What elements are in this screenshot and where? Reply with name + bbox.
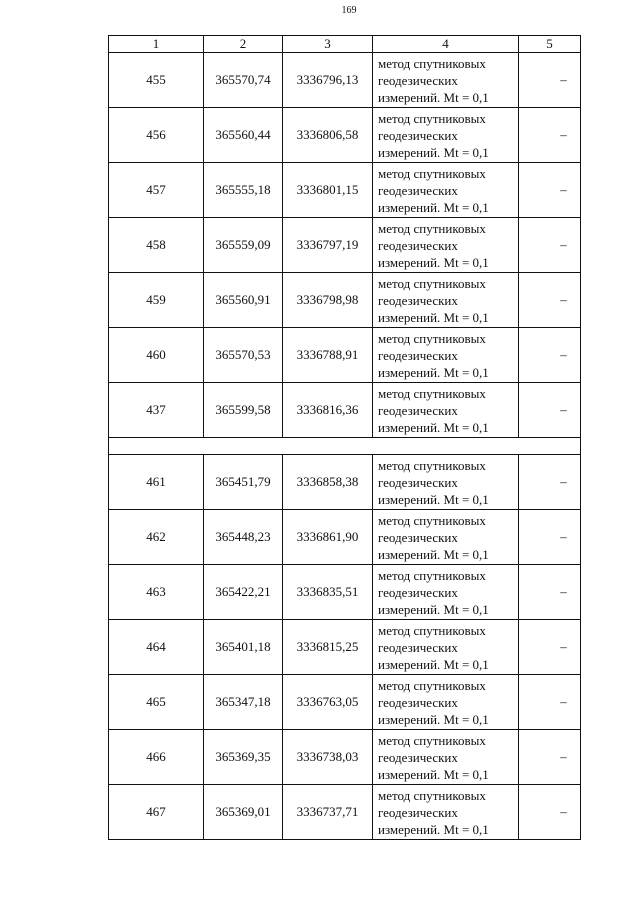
page-number: 169 xyxy=(341,5,357,16)
table-cell-coord-y: 3336801,15 xyxy=(283,163,373,218)
table-row xyxy=(109,218,581,273)
table-cell-method: метод спутниковых геодезических измерений. Mt = 0,1 xyxy=(373,510,519,565)
table-cell-remark: – xyxy=(519,108,581,163)
table-cell-coord-y: 3336796,13 xyxy=(283,53,373,108)
table-cell-coord-y: 3336835,51 xyxy=(283,565,373,620)
separator-cell xyxy=(109,438,581,455)
table-cell-method: метод спутниковых геодезических измерений. Mt = 0,1 xyxy=(373,53,519,108)
table-cell-method: метод спутниковых геодезических измерений. Mt = 0,1 xyxy=(373,108,519,163)
table-cell-number: 460 xyxy=(109,328,204,383)
table-cell-remark: – xyxy=(519,328,581,383)
table-cell-coord-x: 365347,18 xyxy=(204,675,283,730)
table-row xyxy=(109,730,581,785)
table-cell-coord-x: 365369,01 xyxy=(204,785,283,840)
table-row xyxy=(109,620,581,675)
table-row xyxy=(109,565,581,620)
table-cell-remark: – xyxy=(519,675,581,730)
table-cell-coord-y: 3336788,91 xyxy=(283,328,373,383)
table-cell-remark: – xyxy=(519,53,581,108)
table-cell-method: метод спутниковых геодезических измерений. Mt = 0,1 xyxy=(373,565,519,620)
table-cell-number: 465 xyxy=(109,675,204,730)
table-cell-number: 462 xyxy=(109,510,204,565)
table-row xyxy=(109,273,581,328)
table-cell-number: 457 xyxy=(109,163,204,218)
table-cell-coord-y: 3336858,38 xyxy=(283,455,373,510)
table-cell-coord-x: 365555,18 xyxy=(204,163,283,218)
table-cell-coord-x: 365369,35 xyxy=(204,730,283,785)
table-cell-number: 463 xyxy=(109,565,204,620)
table-cell-coord-x: 365560,91 xyxy=(204,273,283,328)
table-cell-remark: – xyxy=(519,620,581,675)
table-row xyxy=(109,328,581,383)
table-cell-remark: – xyxy=(519,730,581,785)
table-row xyxy=(109,675,581,730)
table-cell-coord-x: 365559,09 xyxy=(204,218,283,273)
table-cell-coord-x: 365451,79 xyxy=(204,455,283,510)
table-cell-number: 456 xyxy=(109,108,204,163)
table-row xyxy=(109,510,581,565)
table-cell-remark: – xyxy=(519,383,581,438)
table-row xyxy=(109,455,581,510)
header-cell-1: 1 xyxy=(109,36,204,53)
table-cell-coord-x: 365401,18 xyxy=(204,620,283,675)
table-cell-coord-y: 3336763,05 xyxy=(283,675,373,730)
table-cell-method: метод спутниковых геодезических измерений. Mt = 0,1 xyxy=(373,675,519,730)
table-cell-method: метод спутниковых геодезических измерений. Mt = 0,1 xyxy=(373,455,519,510)
table-cell-method: метод спутниковых геодезических измерений. Mt = 0,1 xyxy=(373,273,519,328)
table-separator-row xyxy=(109,438,581,455)
table-cell-number: 461 xyxy=(109,455,204,510)
table-cell-coord-y: 3336806,58 xyxy=(283,108,373,163)
table-cell-method: метод спутниковых геодезических измерений. Mt = 0,1 xyxy=(373,383,519,438)
table-cell-remark: – xyxy=(519,455,581,510)
table-cell-number: 467 xyxy=(109,785,204,840)
table-cell-number: 466 xyxy=(109,730,204,785)
table-cell-coord-y: 3336738,03 xyxy=(283,730,373,785)
table-cell-coord-y: 3336816,36 xyxy=(283,383,373,438)
table-row xyxy=(109,383,581,438)
table-cell-remark: – xyxy=(519,163,581,218)
table-head xyxy=(109,36,581,53)
table-cell-number: 458 xyxy=(109,218,204,273)
table-cell-method: метод спутниковых геодезических измерений. Mt = 0,1 xyxy=(373,163,519,218)
table-cell-coord-x: 365570,74 xyxy=(204,53,283,108)
table-cell-remark: – xyxy=(519,785,581,840)
table-cell-coord-y: 3336737,71 xyxy=(283,785,373,840)
table-cell-coord-y: 3336798,98 xyxy=(283,273,373,328)
table-cell-number: 455 xyxy=(109,53,204,108)
table-cell-remark: – xyxy=(519,218,581,273)
header-cell-2: 2 xyxy=(204,36,283,53)
data-table xyxy=(108,35,581,840)
table-cell-method: метод спутниковых геодезических измерений. Mt = 0,1 xyxy=(373,730,519,785)
header-cell-4: 4 xyxy=(373,36,519,53)
table-cell-coord-x: 365448,23 xyxy=(204,510,283,565)
table-cell-remark: – xyxy=(519,273,581,328)
table-cell-coord-x: 365599,58 xyxy=(204,383,283,438)
table-cell-method: метод спутниковых геодезических измерений. Mt = 0,1 xyxy=(373,328,519,383)
table-cell-coord-x: 365570,53 xyxy=(204,328,283,383)
table-cell-method: метод спутниковых геодезических измерений. Mt = 0,1 xyxy=(373,218,519,273)
table-cell-remark: – xyxy=(519,565,581,620)
table-row xyxy=(109,785,581,840)
table-header-row xyxy=(109,36,581,53)
header-cell-5: 5 xyxy=(519,36,581,53)
table-cell-coord-x: 365560,44 xyxy=(204,108,283,163)
table-cell-coord-x: 365422,21 xyxy=(204,565,283,620)
table-row xyxy=(109,108,581,163)
table-body xyxy=(109,53,581,840)
table-cell-number: 464 xyxy=(109,620,204,675)
table-row xyxy=(109,163,581,218)
table-cell-number: 437 xyxy=(109,383,204,438)
table-cell-number: 459 xyxy=(109,273,204,328)
table-cell-coord-y: 3336797,19 xyxy=(283,218,373,273)
table-cell-coord-y: 3336815,25 xyxy=(283,620,373,675)
table-cell-coord-y: 3336861,90 xyxy=(283,510,373,565)
table-cell-method: метод спутниковых геодезических измерений. Mt = 0,1 xyxy=(373,785,519,840)
table-cell-method: метод спутниковых геодезических измерений. Mt = 0,1 xyxy=(373,620,519,675)
table-cell-remark: – xyxy=(519,510,581,565)
table-row xyxy=(109,53,581,108)
header-cell-3: 3 xyxy=(283,36,373,53)
